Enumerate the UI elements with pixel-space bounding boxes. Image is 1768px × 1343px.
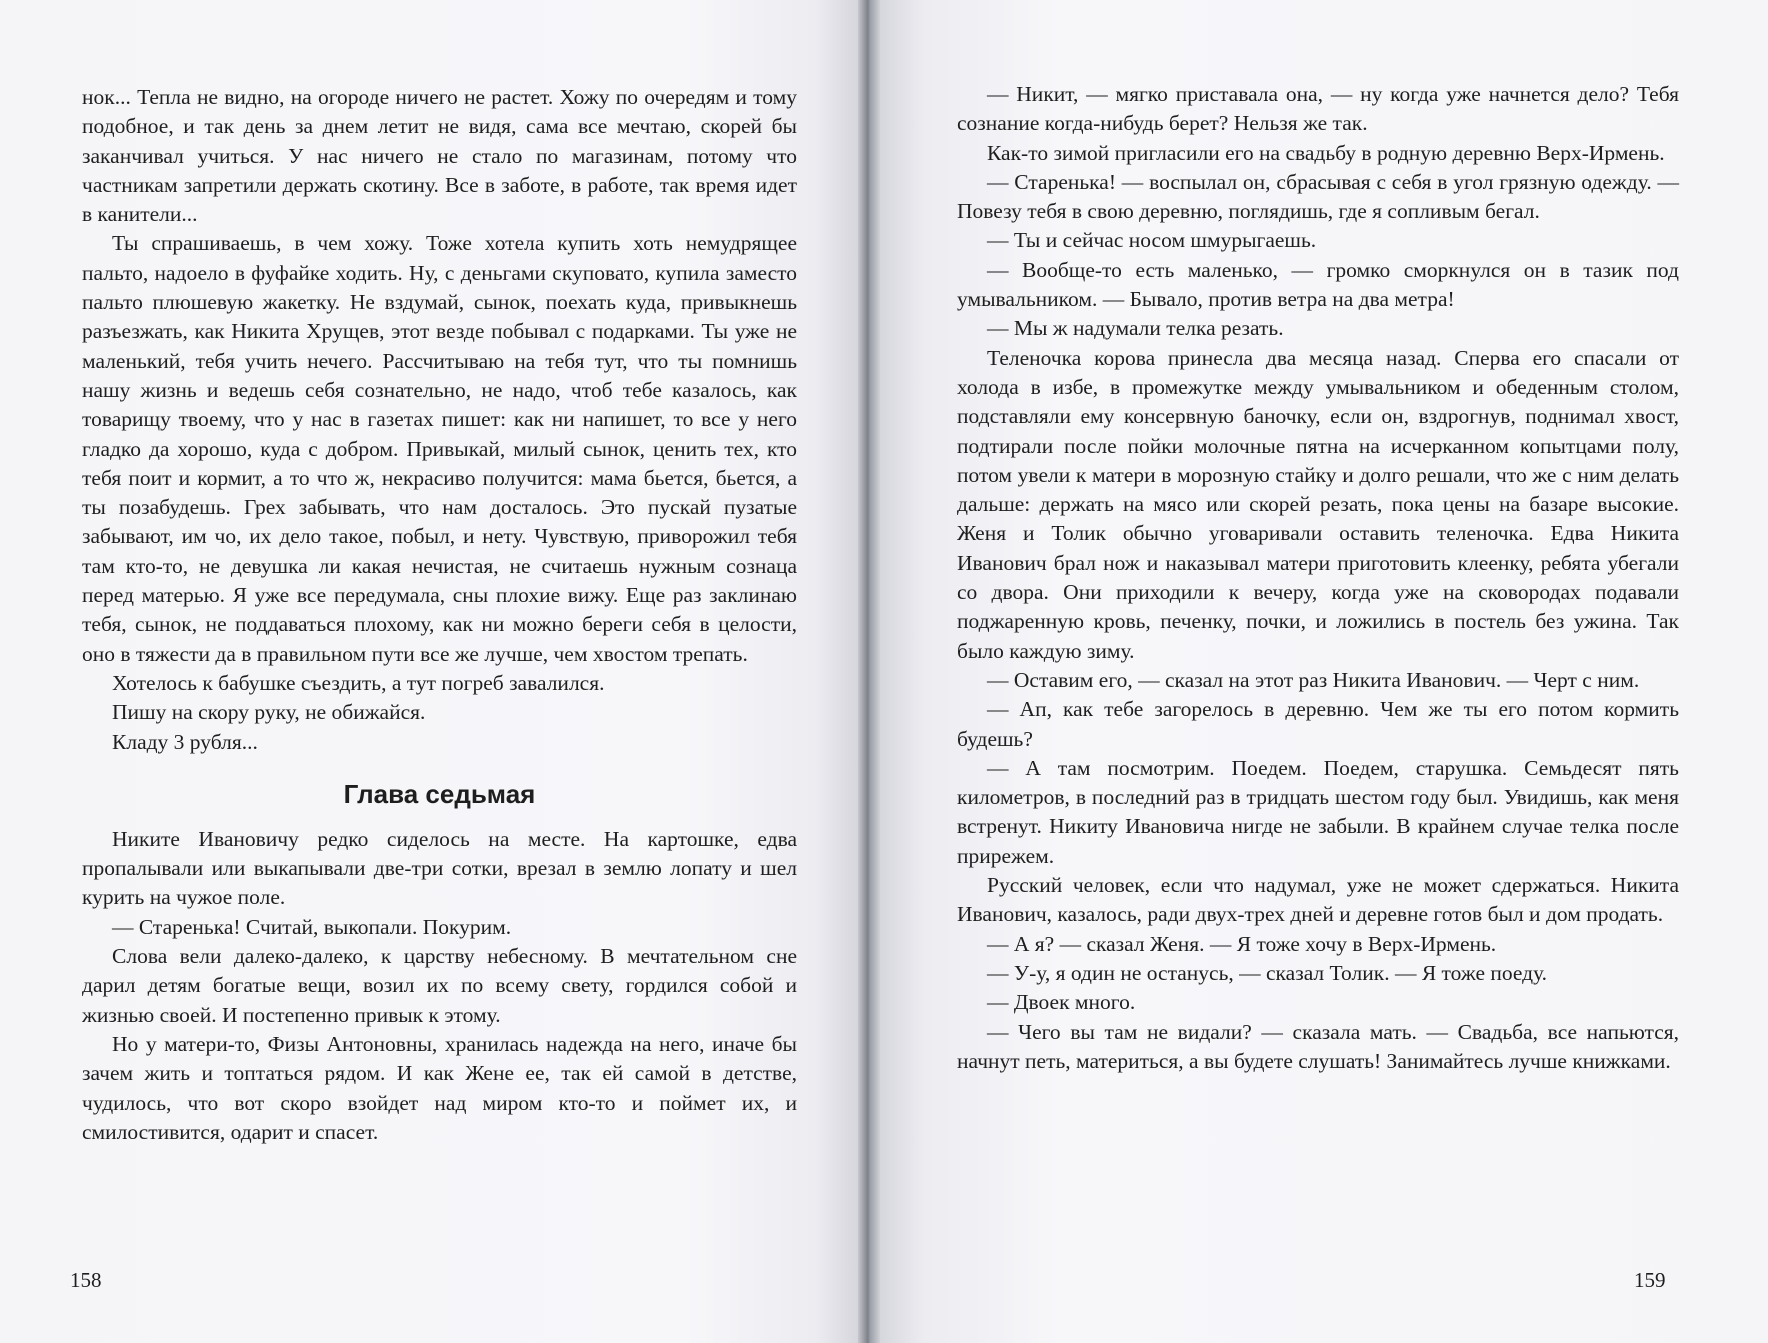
paragraph: — Двоек много.	[987, 990, 1136, 1015]
paragraph: Как-то зимой пригласили его на свадьбу в родную деревню Верх-Ирмень.	[987, 140, 1665, 165]
paragraph: Кладу 3 рубля...	[112, 729, 258, 754]
paragraph: — Ты и сейчас носом шмурыгаешь.	[987, 228, 1317, 253]
left-page	[0, 0, 858, 1343]
paragraph: Хотелось к бабушке съездить, а тут погреб завалился.	[112, 670, 605, 695]
paragraph: — Старенька! — воспылал он, сбрасывая с себя в угол грязную одежду. — Повезу тебя в свою деревню, поглядишь, где я сопливым бегал.	[957, 169, 1679, 224]
right-page	[880, 0, 1768, 1343]
paragraph: — Вообще-то есть маленько, — громко сморкнулся он в тазик под умывальником. — Бывало, против ветра на два метра!	[957, 257, 1679, 312]
paragraph: — Ап, как тебе загорелось в деревню. Чем же ты его потом кормить будешь?	[957, 697, 1679, 751]
page-number-right: 159	[1634, 1268, 1666, 1292]
chapter-title: Глава седьмая	[343, 778, 536, 809]
paragraph: — У-у, я один не останусь, — сказал Толик. — Я тоже поеду.	[987, 960, 1548, 985]
paragraph: — Старенька! Считай, выкопали. Покурим.	[112, 914, 512, 939]
paragraph: — Никит, — мягко приставала она, — ну когда уже начнется дело? Тебя сознание когда-нибудь берет? Нельзя же так.	[957, 82, 1679, 136]
paragraph: Ты спрашиваешь, в чем хожу. Тоже хотела купить хоть немудрящее пальто, надоело в фуфайке ходить. Ну, с деньгами скуповато, купила заместо пальто плюшевую жакетку. Не вздумай, сынок, поехать куда, привыкнешь разъезжать, как Никита Хрущев, этот везде побывал с подарками. Ты уже не маленький, тебя учить нечего. Рассчитываю на тебя тут, что ты помнишь нашу жизнь и ведешь себя сознательно, не надо, чтоб тебе казалось, как товарищу твоему, что у нас в газетах пишет: как ни напишет, то все у него гладко да хорошо, куда с добром. Привыкай, милый сынок, ценить тех, кто тебя поит и кормит, а то что ж, некрасиво получится: мама бьется, бьется, а ты позабудешь. Грех забывать, что нам досталось. Это пускай пузатые забывают, им чо, их дело такое, побыл, и нету. Чувствую, приворожил тебя там кто-то, не девушка ли какая нечистая, не считаешь нужным сознаца перед матерью. Я уже все передумала, сны плохие вижу. Еще раз заклинаю тебя, сынок, не поддаваться плохому, как ни можно береги себя в целости, оно в тяжести да в правильном пути все же лучше, чем хвостом трепать.	[82, 231, 797, 666]
right-page-text	[957, 80, 1679, 1076]
paragraph: Никите Ивановичу редко сиделось на месте. На картошке, едва пропалывали или выкапывали две-три сотки, врезал в землю лопату и шел курить на чужое поле.	[82, 826, 797, 910]
paragraph: Русский человек, если что надумал, уже не может сдержаться. Никита Иванович, казалось, ради двух-трех дней и деревне готов был и дом продать.	[957, 873, 1679, 927]
left-page-text	[82, 83, 797, 1147]
paragraph: — А я? — сказал Женя. — Я тоже хочу в Верх-Ирмень.	[987, 931, 1497, 956]
book-gutter	[858, 0, 880, 1343]
paragraph: Слова вели далеко-далеко, к царству небесному. В мечтательном сне дарил детям богатые вещи, возил их по всему свету, гордился собой и жизнью своей. И постепенно привык к этому.	[82, 944, 797, 1027]
paragraph: Теленочка корова принесла два месяца назад. Сперва его спасали от холода в избе, в промежутке между умывальником и обеденным столом, подставляли ему консервную баночку, если он, вздрогнув, поднимал хвост, подтирали после пойки молочные пятна на исчерканном копытцами полу, потом увели к матери в морозную стайку и долго решали, что же с ним делать дальше: держать на мясо или скорей резать, пока цены на базаре высокие. Женя и Толик обычно уговаривали оставить теленочка. Едва Никита Иванович брал нож и наказывал матери приготовить клеенку, ребята убегали со двора. Они приходили к вечеру, когда уже на сковородах подавали поджаренную кровь, печенку, почки, и ложились в постель без ужина. Так было каждую зиму.	[957, 345, 1679, 663]
paragraph: Но у матери-то, Физы Антоновны, хранилась надежда на него, иначе бы зачем жить и топтаться рядом. И как Жене ее, так ей самой в детстве, чудилось, что вот скоро взойдет над миром кто-то и поймет их, и смилостивится, одарит и спасет.	[82, 1031, 797, 1144]
paragraph: Пишу на скору руку, не обижайся.	[112, 700, 426, 725]
page-number-left: 158	[70, 1268, 102, 1292]
paragraph: — Чего вы там не видали? — сказала мать. — Свадьба, все напьются, начнут петь, материться, а вы будете слушать! Занимайтесь лучше книжками.	[957, 1019, 1679, 1073]
paragraph: — Оставим его, — сказал на этот раз Никита Иванович. — Черт с ним.	[987, 667, 1640, 692]
paragraph: — А там посмотрим. Поедем. Поедем, старушка. Семьдесят пять километров, в последний раз в тридцать шестом году был. Увидишь, как меня встренут. Никиту Ивановича нигде не забыли. В крайнем случае телка после прирежем.	[957, 755, 1679, 868]
paragraph: нок... Тепла не видно, на огороде ничего не растет. Хожу по очередям и тому подобное, и так день за днем летит не видя, сама все мечтаю, скорей бы заканчивал учиться. У нас ничего не стало по магазинам, потому что частникам запретили держать скотину. Все в заботе, в работе, так время идет в канители...	[82, 85, 797, 227]
paragraph: — Мы ж надумали телка резать.	[987, 316, 1284, 341]
